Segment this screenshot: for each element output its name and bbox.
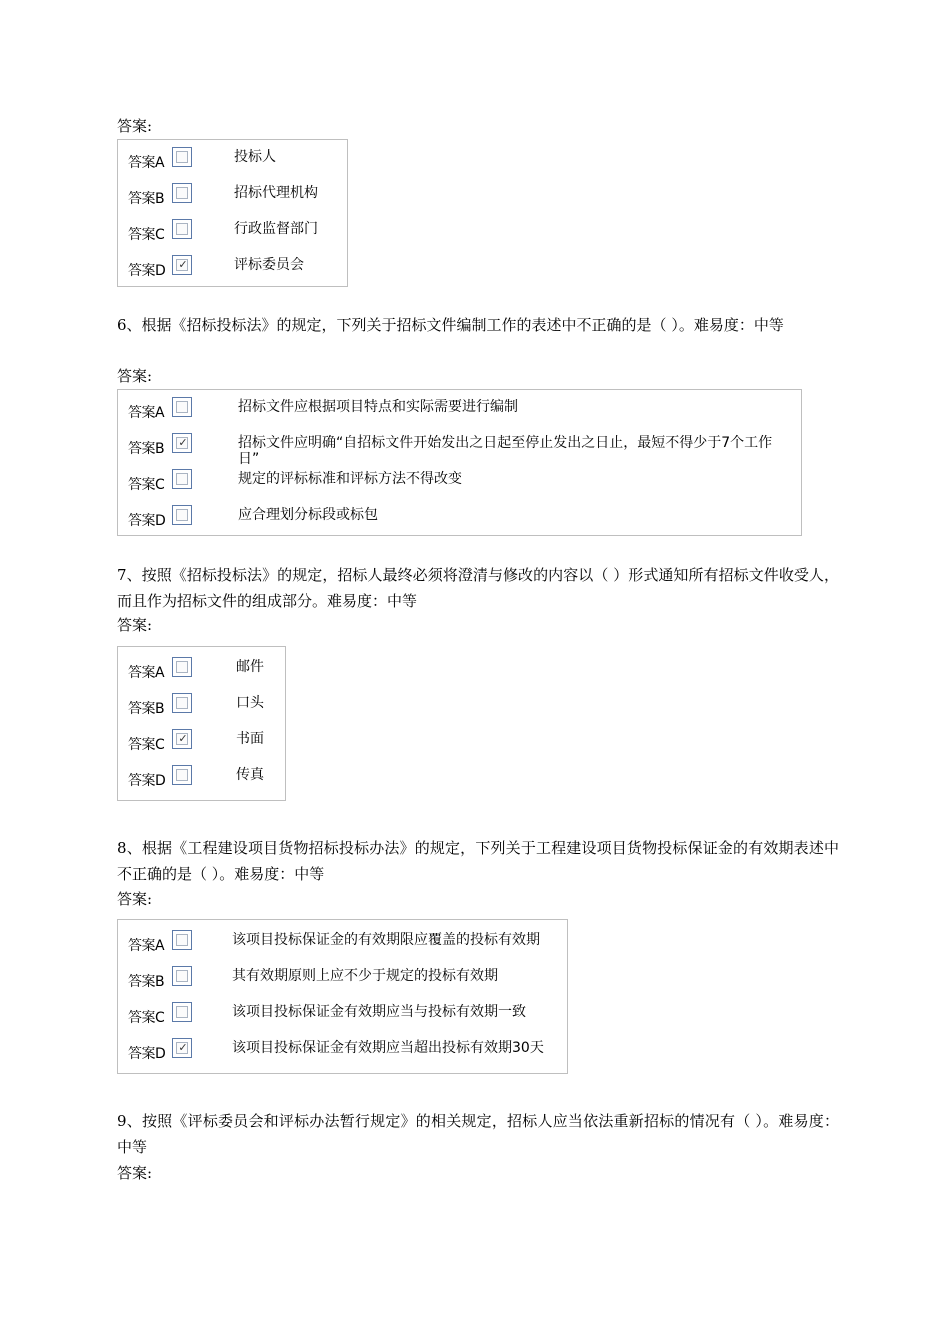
option-label: 答案B bbox=[128, 441, 165, 457]
q8-answer-box bbox=[117, 919, 568, 1074]
q7-answer-label: 答案: bbox=[117, 616, 153, 634]
q5-option-c bbox=[118, 214, 347, 250]
checkbox-inner bbox=[176, 259, 188, 271]
option-checkbox[interactable] bbox=[172, 147, 192, 167]
checkbox-inner bbox=[176, 733, 188, 745]
q7-question-text: 7、按照《招标投标法》的规定，招标人最终必须将澄清与修改的内容以（ ）形式通知所有招标文件收受人，而且作为招标文件的组成部分。难易度：中等 bbox=[117, 566, 839, 610]
option-checkbox[interactable] bbox=[172, 469, 192, 489]
q8-option-d bbox=[118, 1033, 567, 1069]
option-text: 应合理划分标段或标包 bbox=[238, 507, 378, 523]
q6-option-d bbox=[118, 500, 801, 536]
checkbox-inner bbox=[176, 934, 188, 946]
option-text: 该项目投标保证金的有效期限应覆盖的投标有效期 bbox=[232, 932, 540, 948]
option-label: 答案C bbox=[128, 477, 165, 493]
checkbox-inner bbox=[176, 1006, 188, 1018]
option-checkbox[interactable] bbox=[172, 1002, 192, 1022]
option-checkbox[interactable] bbox=[172, 219, 192, 239]
q8-question-text: 8、根据《工程建设项目货物招标投标办法》的规定，下列关于工程建设项目货物投标保证金的有效期表述中不正确的是（ ）。难易度：中等 bbox=[117, 839, 839, 883]
q6-answer-label: 答案: bbox=[117, 367, 153, 385]
option-label: 答案D bbox=[128, 1046, 166, 1062]
q7-answer-box bbox=[117, 646, 286, 801]
q6-answer-box bbox=[117, 389, 802, 536]
checkmark-icon: ✓ bbox=[178, 1041, 188, 1054]
option-text: 评标委员会 bbox=[234, 257, 304, 273]
q6-option-c bbox=[118, 464, 801, 500]
option-checkbox[interactable] bbox=[172, 255, 192, 275]
checkbox-inner bbox=[176, 473, 188, 485]
option-text: 规定的评标标准和评标方法不得改变 bbox=[238, 471, 462, 487]
option-text: 招标代理机构 bbox=[234, 185, 318, 201]
option-checkbox[interactable] bbox=[172, 729, 192, 749]
option-label: 答案D bbox=[128, 773, 166, 789]
checkbox-inner bbox=[176, 769, 188, 781]
option-checkbox[interactable] bbox=[172, 433, 192, 453]
q5-answer-label: 答案: bbox=[117, 117, 153, 135]
q8-option-b bbox=[118, 961, 567, 997]
option-label: 答案A bbox=[128, 155, 165, 171]
q7-option-b bbox=[118, 688, 285, 724]
option-text: 招标文件应根据项目特点和实际需要进行编制 bbox=[238, 399, 518, 415]
checkbox-inner bbox=[176, 401, 188, 413]
option-label: 答案C bbox=[128, 737, 165, 753]
option-checkbox[interactable] bbox=[172, 397, 192, 417]
option-text: 邮件 bbox=[236, 659, 264, 675]
option-label: 答案C bbox=[128, 227, 165, 243]
option-text: 其有效期原则上应不少于规定的投标有效期 bbox=[232, 968, 498, 984]
q5-option-d bbox=[118, 250, 347, 286]
checkbox-inner bbox=[176, 661, 188, 673]
checkbox-inner bbox=[176, 970, 188, 982]
option-label: 答案B bbox=[128, 974, 165, 990]
option-checkbox[interactable] bbox=[172, 1038, 192, 1058]
option-label: 答案D bbox=[128, 263, 166, 279]
q8-option-c bbox=[118, 997, 567, 1033]
option-checkbox[interactable] bbox=[172, 505, 192, 525]
q5-option-b bbox=[118, 178, 347, 214]
checkbox-inner bbox=[176, 151, 188, 163]
option-checkbox[interactable] bbox=[172, 183, 192, 203]
checkbox-inner bbox=[176, 697, 188, 709]
option-checkbox[interactable] bbox=[172, 693, 192, 713]
checkmark-icon: ✓ bbox=[178, 732, 188, 745]
option-text: 行政监督部门 bbox=[234, 221, 318, 237]
option-text: 该项目投标保证金有效期应当超出投标有效期30天 bbox=[232, 1040, 544, 1056]
q9-answer-label: 答案: bbox=[117, 1164, 153, 1182]
option-label: 答案B bbox=[128, 191, 165, 207]
q8-option-a bbox=[118, 925, 567, 961]
option-label: 答案B bbox=[128, 701, 165, 717]
q7-option-c bbox=[118, 724, 285, 760]
checkbox-inner bbox=[176, 509, 188, 521]
option-text: 书面 bbox=[236, 731, 264, 747]
checkbox-inner bbox=[176, 187, 188, 199]
option-checkbox[interactable] bbox=[172, 657, 192, 677]
option-checkbox[interactable] bbox=[172, 765, 192, 785]
option-label: 答案C bbox=[128, 1010, 165, 1026]
option-text: 投标人 bbox=[234, 149, 276, 165]
q6-question-text: 6、根据《招标投标法》的规定，下列关于招标文件编制工作的表述中不正确的是（ ）。难易度：中等 bbox=[117, 316, 784, 334]
option-label: 答案A bbox=[128, 405, 165, 421]
q5-option-a bbox=[118, 142, 347, 178]
q8-answer-label: 答案: bbox=[117, 890, 153, 908]
checkbox-inner bbox=[176, 223, 188, 235]
option-text: 传真 bbox=[236, 767, 264, 783]
option-checkbox[interactable] bbox=[172, 930, 192, 950]
option-label: 答案A bbox=[128, 665, 165, 681]
q6-option-b bbox=[118, 428, 801, 467]
checkmark-icon: ✓ bbox=[178, 436, 188, 449]
option-text: 招标文件应明确“自招标文件开始发出之日起至停止发出之日止，最短不得少于7个工作日” bbox=[238, 435, 773, 467]
checkbox-inner bbox=[176, 437, 188, 449]
q7-option-d bbox=[118, 760, 285, 796]
option-label: 答案A bbox=[128, 938, 165, 954]
q7-option-a bbox=[118, 652, 285, 688]
option-checkbox[interactable] bbox=[172, 966, 192, 986]
option-label: 答案D bbox=[128, 513, 166, 529]
q5-answer-box bbox=[117, 139, 348, 287]
q9-question-text: 9、按照《评标委员会和评标办法暂行规定》的相关规定，招标人应当依法重新招标的情况有（ ）。难易度：中等 bbox=[117, 1112, 839, 1156]
option-text: 口头 bbox=[236, 695, 264, 711]
option-text: 该项目投标保证金有效期应当与投标有效期一致 bbox=[232, 1004, 526, 1020]
checkbox-inner bbox=[176, 1042, 188, 1054]
q6-option-a bbox=[118, 392, 801, 428]
checkmark-icon: ✓ bbox=[178, 258, 188, 271]
